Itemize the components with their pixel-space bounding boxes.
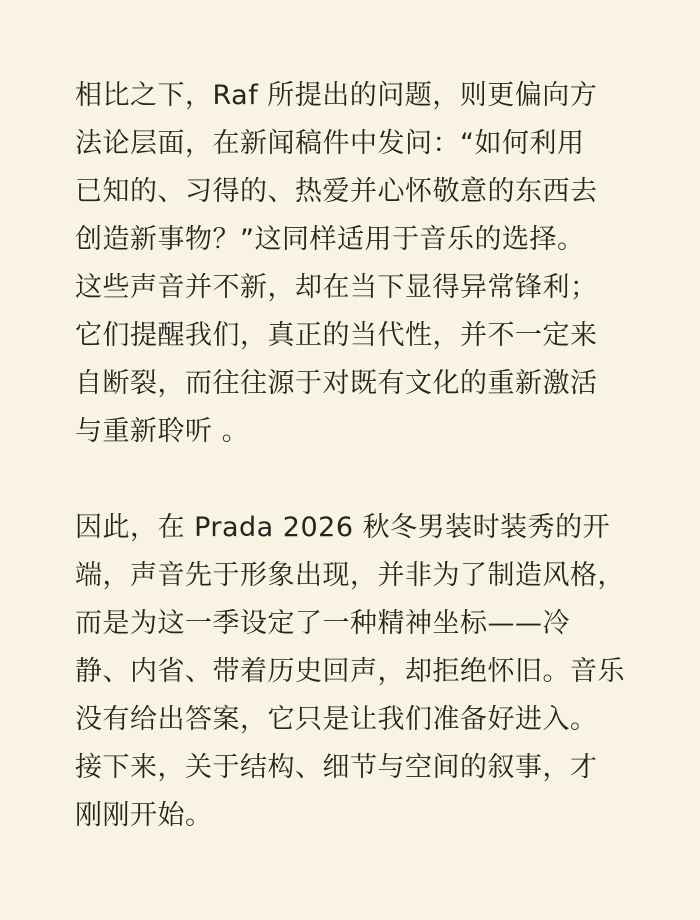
text-line: 接下来，关于结构、细节与空间的叙事，才 [75,752,598,783]
text-line: 自断裂，而往往源于对既有文化的重新激活 [75,368,598,399]
text-line: 它们提醒我们，真正的当代性，并不一定来 [75,320,598,351]
text-line: 法论层面，在新闻稿件中发问：“如何利用 [75,128,585,159]
text-line: 相比之下，Raf 所提出的问题，则更偏向方 [75,80,598,111]
text-line: 因此，在 Prada 2026 秋冬男装时装秀的开 [75,512,611,543]
text-line: 刚刚开始。 [75,800,213,831]
paragraph-1 [75,72,635,456]
text-line: 没有给出答案，它只是让我们准备好进入。 [75,704,598,735]
text-line: 已知的、习得的、热爱并心怀敬意的东西去 [75,176,598,207]
text-line: 这些声音并不新，却在当下显得异常锋利； [75,272,598,303]
text-line: 静、内省、带着历史回声，却拒绝怀旧。音乐 [75,656,625,687]
paragraph-2 [75,504,635,840]
text-line: 而是为这一季设定了一种精神坐标——冷 [75,608,570,639]
text-line: 创造新事物？”这同样适用于音乐的选择。 [75,224,585,255]
text-line: 与重新聆听 。 [75,416,250,447]
text-line: 端，声音先于形象出现，并非为了制造风格， [75,560,625,591]
